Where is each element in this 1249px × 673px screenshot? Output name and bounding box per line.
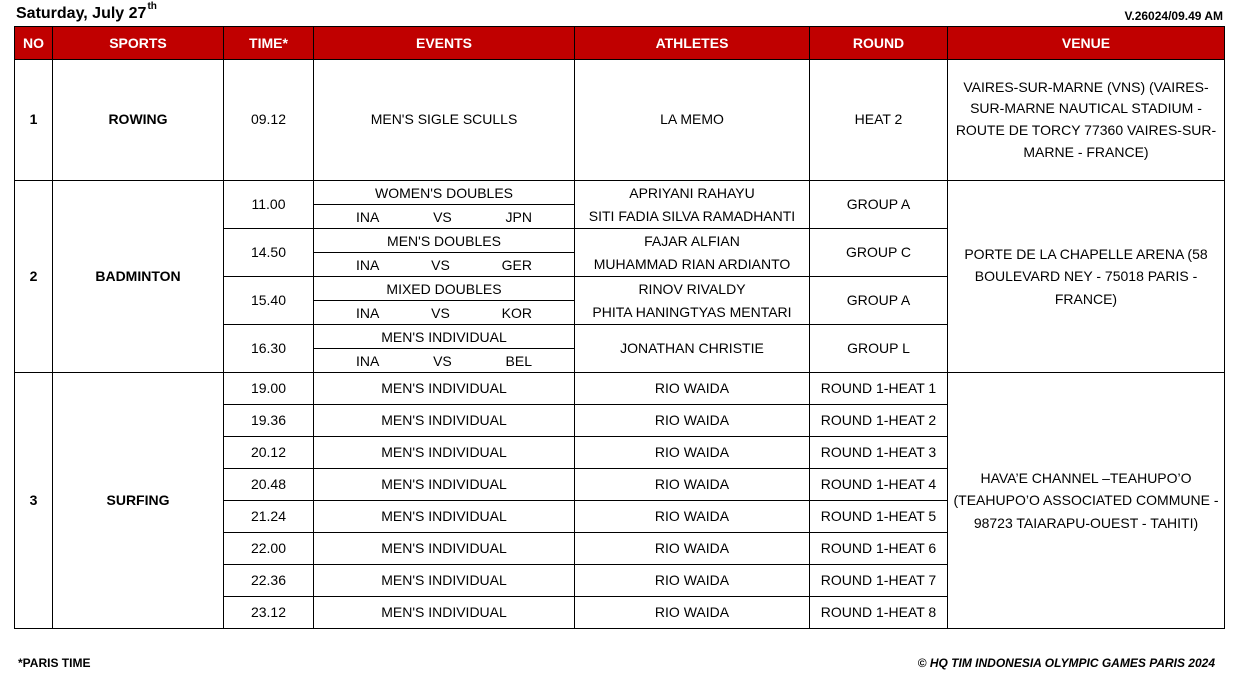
athlete-name: FAJAR ALFIAN bbox=[644, 233, 740, 250]
athletes-cell bbox=[575, 325, 810, 373]
col-header-time: TIME* bbox=[224, 27, 314, 60]
table-row bbox=[15, 373, 1225, 405]
event-time: 23.12 bbox=[224, 597, 314, 629]
athlete-name: RIO WAIDA bbox=[575, 373, 810, 405]
vs-label: VS bbox=[433, 352, 452, 369]
opponent-code: KOR bbox=[501, 304, 532, 321]
sport-name: BADMINTON bbox=[53, 181, 224, 373]
venue-cell: PORTE DE LA CHAPELLE ARENA (58 BOULEVARD NEY - 75018 PARIS - FRANCE) bbox=[948, 181, 1225, 373]
col-header-events: EVENTS bbox=[314, 27, 575, 60]
row-number: 2 bbox=[15, 181, 53, 373]
athlete-name: RIO WAIDA bbox=[575, 501, 810, 533]
col-header-athletes: ATHLETES bbox=[575, 27, 810, 60]
schedule-table bbox=[14, 26, 1225, 629]
vs-label: VS bbox=[433, 208, 452, 225]
event-name: MEN'S INDIVIDUAL bbox=[314, 597, 575, 629]
event-time: 22.00 bbox=[224, 533, 314, 565]
col-header-venue: VENUE bbox=[948, 27, 1225, 60]
vs-label: VS bbox=[431, 304, 450, 321]
athlete-name: RIO WAIDA bbox=[575, 597, 810, 629]
event-name: MEN'S INDIVIDUAL bbox=[314, 405, 575, 437]
event-name: MEN'S SIGLE SCULLS bbox=[314, 60, 575, 181]
round-name: GROUP A bbox=[810, 277, 948, 325]
round-name: ROUND 1-HEAT 4 bbox=[810, 469, 948, 501]
sport-name: ROWING bbox=[53, 60, 224, 181]
round-name: ROUND 1-HEAT 2 bbox=[810, 405, 948, 437]
table-row bbox=[15, 181, 1225, 229]
matchup bbox=[314, 205, 574, 228]
athletes-cell bbox=[575, 277, 810, 325]
matchup bbox=[314, 253, 574, 276]
event-time: 20.12 bbox=[224, 437, 314, 469]
row-number: 3 bbox=[15, 373, 53, 629]
event-cell bbox=[314, 325, 575, 373]
round-name: ROUND 1-HEAT 1 bbox=[810, 373, 948, 405]
event-time: 16.30 bbox=[224, 325, 314, 373]
event-time: 19.36 bbox=[224, 405, 314, 437]
team-code: INA bbox=[356, 208, 380, 225]
team-code: INA bbox=[356, 256, 380, 273]
venue-cell: VAIRES-SUR-MARNE (VNS) (VAIRES-SUR-MARNE NAUTICAL STADIUM - ROUTE DE TORCY 77360 VAIRES-SUR-MARNE - FRANCE) bbox=[948, 60, 1225, 181]
event-cell bbox=[314, 229, 575, 277]
col-header-no: NO bbox=[15, 27, 53, 60]
athlete-name: RIO WAIDA bbox=[575, 437, 810, 469]
row-number: 1 bbox=[15, 60, 53, 181]
opponent-code: GER bbox=[501, 256, 532, 273]
opponent-code: BEL bbox=[505, 352, 532, 369]
athlete-name: RIO WAIDA bbox=[575, 405, 810, 437]
event-time: 20.48 bbox=[224, 469, 314, 501]
round-name: ROUND 1-HEAT 6 bbox=[810, 533, 948, 565]
athlete-name: RIO WAIDA bbox=[575, 469, 810, 501]
copyright-credit: © HQ TIM INDONESIA OLYMPIC GAMES PARIS 2024 bbox=[917, 656, 1215, 670]
athlete-name: LA MEMO bbox=[575, 60, 810, 181]
athlete-name: RIO WAIDA bbox=[575, 565, 810, 597]
athlete-name: PHITA HANINGTYAS MENTARI bbox=[592, 303, 792, 320]
round-name: HEAT 2 bbox=[810, 60, 948, 181]
event-name: MEN'S INDIVIDUAL bbox=[314, 469, 575, 501]
event-name: MEN'S INDIVIDUAL bbox=[314, 437, 575, 469]
round-name: ROUND 1-HEAT 7 bbox=[810, 565, 948, 597]
sport-name: SURFING bbox=[53, 373, 224, 629]
event-time: 09.12 bbox=[224, 60, 314, 181]
round-name: ROUND 1-HEAT 8 bbox=[810, 597, 948, 629]
event-time: 21.24 bbox=[224, 501, 314, 533]
athlete-name: APRIYANI RAHAYU bbox=[629, 185, 755, 202]
date-suffix: th bbox=[147, 1, 157, 12]
event-name: MEN'S INDIVIDUAL bbox=[314, 565, 575, 597]
round-name: GROUP C bbox=[810, 229, 948, 277]
round-name: GROUP A bbox=[810, 181, 948, 229]
event-time: 14.50 bbox=[224, 229, 314, 277]
event-name: MIXED DOUBLES bbox=[314, 277, 574, 301]
event-time: 19.00 bbox=[224, 373, 314, 405]
version-label: V.26024/09.49 AM bbox=[1124, 9, 1223, 23]
event-cell bbox=[314, 181, 575, 229]
time-footnote: *PARIS TIME bbox=[18, 656, 91, 670]
round-name: ROUND 1-HEAT 3 bbox=[810, 437, 948, 469]
event-time: 15.40 bbox=[224, 277, 314, 325]
col-header-sports: SPORTS bbox=[53, 27, 224, 60]
athlete-name: RIO WAIDA bbox=[575, 533, 810, 565]
event-cell bbox=[314, 277, 575, 325]
event-name: MEN'S DOUBLES bbox=[314, 229, 574, 253]
athletes-cell bbox=[575, 229, 810, 277]
athlete-name: MUHAMMAD RIAN ARDIANTO bbox=[593, 255, 791, 272]
matchup bbox=[314, 301, 574, 324]
event-name: WOMEN'S DOUBLES bbox=[314, 181, 574, 205]
venue-cell: HAVA’E CHANNEL –TEAHUPO’O (TEAHUPO’O ASSOCIATED COMMUNE - 98723 TAIARAPU-OUEST - TAHITI) bbox=[948, 373, 1225, 629]
event-name: MEN'S INDIVIDUAL bbox=[314, 501, 575, 533]
vs-label: VS bbox=[431, 256, 450, 273]
event-time: 11.00 bbox=[224, 181, 314, 229]
athlete-name: RINOV RIVALDY bbox=[638, 281, 746, 298]
athlete-name: JONATHAN CHRISTIE bbox=[620, 340, 764, 357]
athletes-cell bbox=[575, 181, 810, 229]
team-code: INA bbox=[356, 304, 380, 321]
event-name: MEN'S INDIVIDUAL bbox=[314, 325, 574, 349]
round-name: ROUND 1-HEAT 5 bbox=[810, 501, 948, 533]
round-name: GROUP L bbox=[810, 325, 948, 373]
table-row bbox=[15, 60, 1225, 181]
col-header-round: ROUND bbox=[810, 27, 948, 60]
opponent-code: JPN bbox=[505, 208, 532, 225]
date-text: Saturday, July 27 bbox=[16, 5, 147, 22]
page-header bbox=[16, 2, 1223, 26]
schedule-date bbox=[16, 1, 157, 23]
team-code: INA bbox=[356, 352, 380, 369]
event-name: MEN'S INDIVIDUAL bbox=[314, 373, 575, 405]
athlete-name: SITI FADIA SILVA RAMADHANTI bbox=[588, 207, 796, 224]
matchup bbox=[314, 349, 574, 372]
event-name: MEN'S INDIVIDUAL bbox=[314, 533, 575, 565]
event-time: 22.36 bbox=[224, 565, 314, 597]
table-header-row bbox=[15, 27, 1225, 60]
